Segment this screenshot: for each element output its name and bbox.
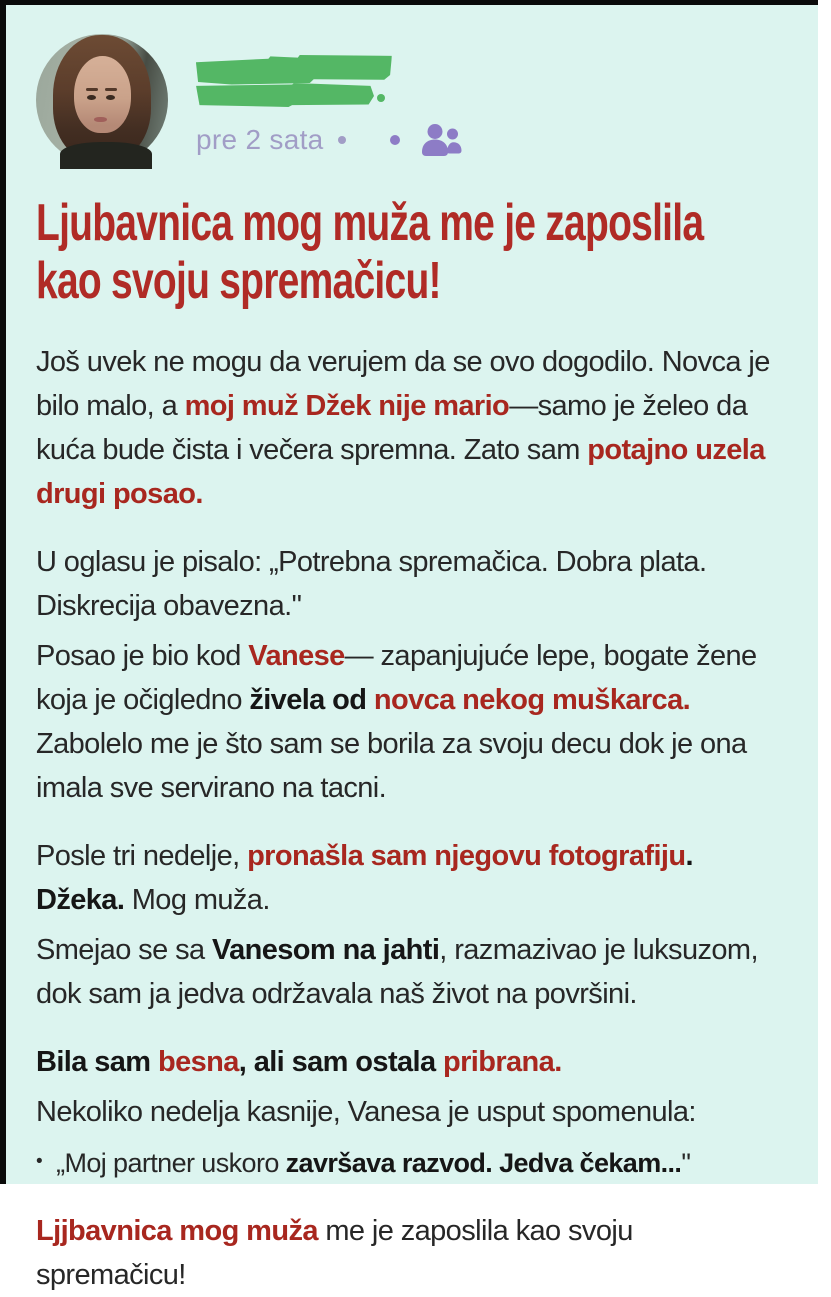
post-meta (196, 122, 786, 158)
text-segment: " (681, 1148, 691, 1178)
text-segment: potajno uzela drugi posao. (36, 434, 765, 510)
avatar-eye (106, 95, 115, 100)
paragraph (36, 1040, 788, 1084)
bullet-dot: • (36, 1151, 43, 1172)
avatar[interactable] (36, 34, 168, 166)
paragraph (36, 540, 788, 628)
text-segment: —samo je želeo da kuća bude čista i večera spremna. Zato sam (36, 390, 748, 466)
title-line: kao svoju spremačicu! (36, 252, 441, 310)
text-segment: završava razvod. Jedva čekam... (285, 1148, 682, 1178)
paragraph (36, 1209, 788, 1297)
text-segment: „Moj partner uskoro (56, 1148, 286, 1178)
text-segment: me je zaposlila kao svoju spremačicu! (36, 1215, 633, 1291)
timestamp[interactable]: pre 2 sata (196, 124, 324, 155)
paragraph (36, 834, 788, 922)
text-segment: moj muž Džek nije mario (184, 390, 510, 422)
text-segment: besna (157, 1046, 239, 1078)
text-segment: U oglasu je pisalo: „Potrebna spremačica. Dobra plata. Diskrecija obavezna." (36, 546, 707, 622)
text-segment: pronašla sam njegovu fotografiju (247, 840, 686, 872)
text-segment: Posle tri nedelje, (36, 840, 248, 872)
text-segment: Bila sam (36, 1046, 158, 1078)
text-segment: Još uvek ne mogu da verujem da se ovo dogodilo. Novca je bilo malo, a (36, 346, 770, 422)
avatar-shoulders (60, 142, 152, 168)
avatar-brow (86, 88, 98, 91)
text-segment: novca nekog muškarca. (373, 684, 691, 716)
paragraph (36, 634, 788, 810)
paragraph (36, 340, 788, 516)
paragraph (36, 1140, 788, 1185)
header-right (196, 34, 786, 166)
post-header (36, 34, 786, 166)
text-segment: . Džeka. (36, 840, 693, 916)
text-segment: Ljjbavnica mog muža (36, 1215, 318, 1247)
text-segment: Vanesom na jahti (211, 934, 440, 966)
separator-dot-icon (338, 136, 346, 144)
text-segment: — zapanjujuće lepe, bogate žene koja je očigledno (36, 640, 757, 716)
text-segment: živela od (249, 684, 374, 716)
avatar-brow (105, 88, 117, 91)
text-segment: Vanese (248, 640, 345, 672)
post-body (36, 340, 788, 1297)
paragraph (36, 928, 788, 1016)
redacted-profile-name[interactable] (196, 55, 786, 109)
text-segment: Posao je bio kod (36, 640, 249, 672)
text-segment: pribrana. (442, 1046, 562, 1078)
text-segment: , razmazivao je luksuzom, dok sam ja jedva održavala naš život na površini. (36, 934, 758, 1010)
friends-privacy-icon (418, 122, 464, 158)
text-segment: , ali sam ostala (238, 1046, 443, 1078)
post-title (36, 194, 831, 310)
text-segment: Smejao se sa (36, 934, 212, 966)
paragraph (36, 1090, 788, 1134)
redaction-bar-1 (196, 54, 392, 85)
redaction-bar-2 (196, 83, 374, 108)
avatar-eye (87, 95, 96, 100)
redaction-speck (377, 94, 385, 102)
separator-dot-icon (390, 135, 400, 145)
text-segment: Nekoliko nedelja kasnije, Vanesa je usput spomenula: (36, 1096, 696, 1128)
title-line: Ljubavnica mog muža me je zaposlila (36, 194, 704, 252)
text-segment: Mog muža. (124, 884, 270, 916)
text-segment: Zabolelo me je što sam se borila za svoju decu dok je ona imala sve servirano na tacni. (36, 728, 747, 804)
